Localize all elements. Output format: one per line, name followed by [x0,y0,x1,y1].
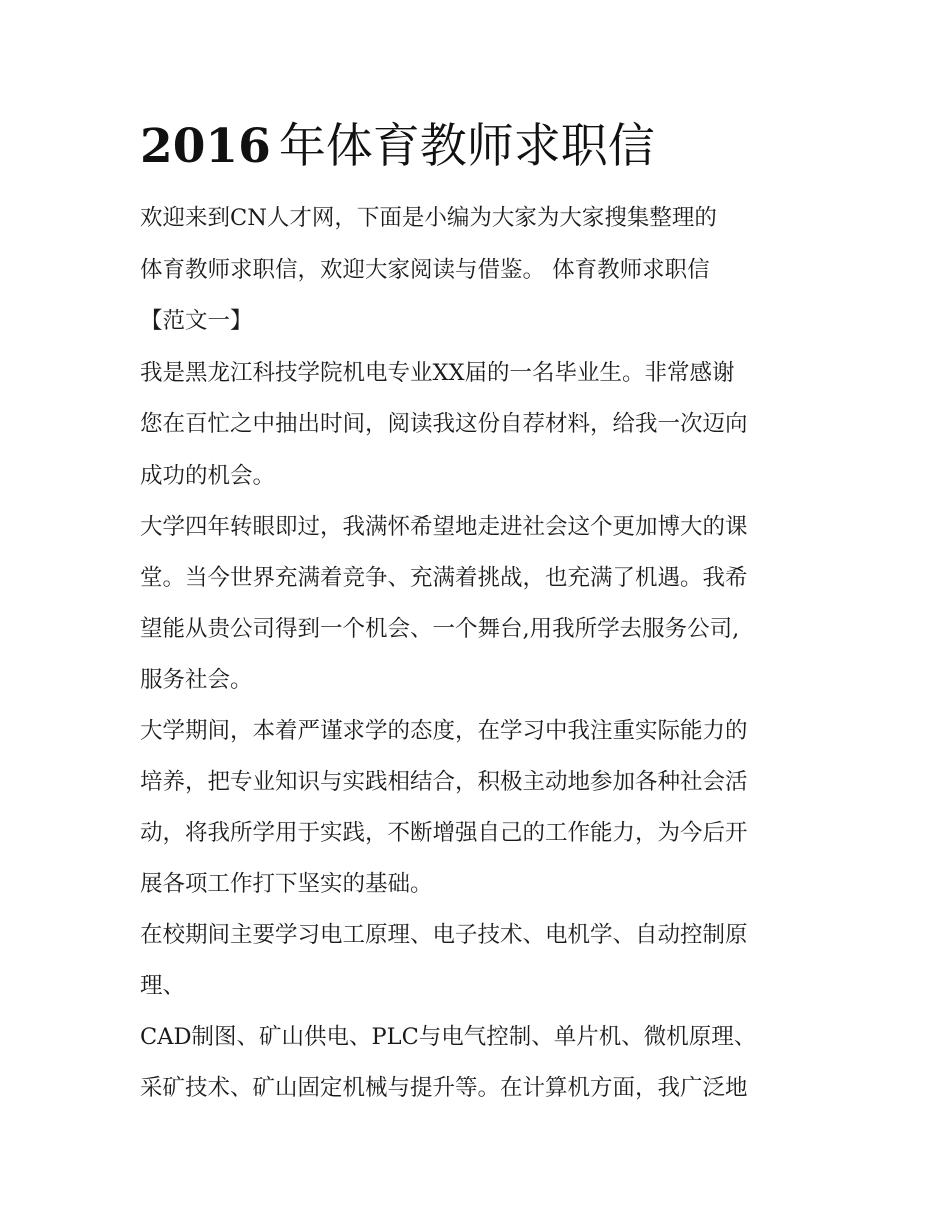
paragraph-line: 理、 [140,973,186,999]
paragraph-line: 采矿技术、矿山固定机械与提升等。在计算机方面，我广泛地 [140,1075,748,1101]
paragraph-line: 体育教师求职信，欢迎大家阅读与借鉴。 体育教师求职信 [140,257,710,283]
paragraph-line: 展各项工作打下坚实的基础。 [140,871,433,897]
paragraph-line: 成功的机会。 [140,463,276,489]
paragraph-line: 动，将我所学用于实践，不断增强自己的工作能力，为今后开 [140,820,748,846]
paragraph-line: 我是黑龙江科技学院机电专业XX届的一名毕业生。非常感谢 [140,360,735,386]
paragraph-line: 大学四年转眼即过，我满怀希望地走进社会这个更加博大的课 [140,514,748,540]
paragraph-line: 堂。当今世界充满着竞争、充满着挑战，也充满了机遇。我希 [140,565,748,591]
document-title [140,112,655,182]
paragraph-line: 望能从贵公司得到一个机会、一个舞台,用我所学去服务公司, [140,616,740,642]
paragraph-line: 在校期间主要学习电工原理、电子技术、电机学、自动控制原 [140,922,748,948]
title-year: 2016 [140,119,271,174]
paragraph-line: 您在百忙之中抽出时间，阅读我这份自荐材料，给我一次迈向 [140,411,748,437]
paragraph-line: 服务社会。 [140,667,253,693]
paragraph-line: CAD制图、矿山供电、PLC与电气控制、单片机、微机原理、 [140,1024,757,1050]
title-text: 年体育教师求职信 [278,119,655,174]
paragraph-line: 培养，把专业知识与实践相结合，积极主动地参加各种社会活 [140,769,748,795]
paragraph-line: 大学期间，本着严谨求学的态度，在学习中我注重实际能力的 [140,718,748,744]
paragraph-line: 欢迎来到CN人才网，下面是小编为大家为大家搜集整理的 [140,205,717,231]
paragraph-line: 【范文一】 [140,308,253,334]
